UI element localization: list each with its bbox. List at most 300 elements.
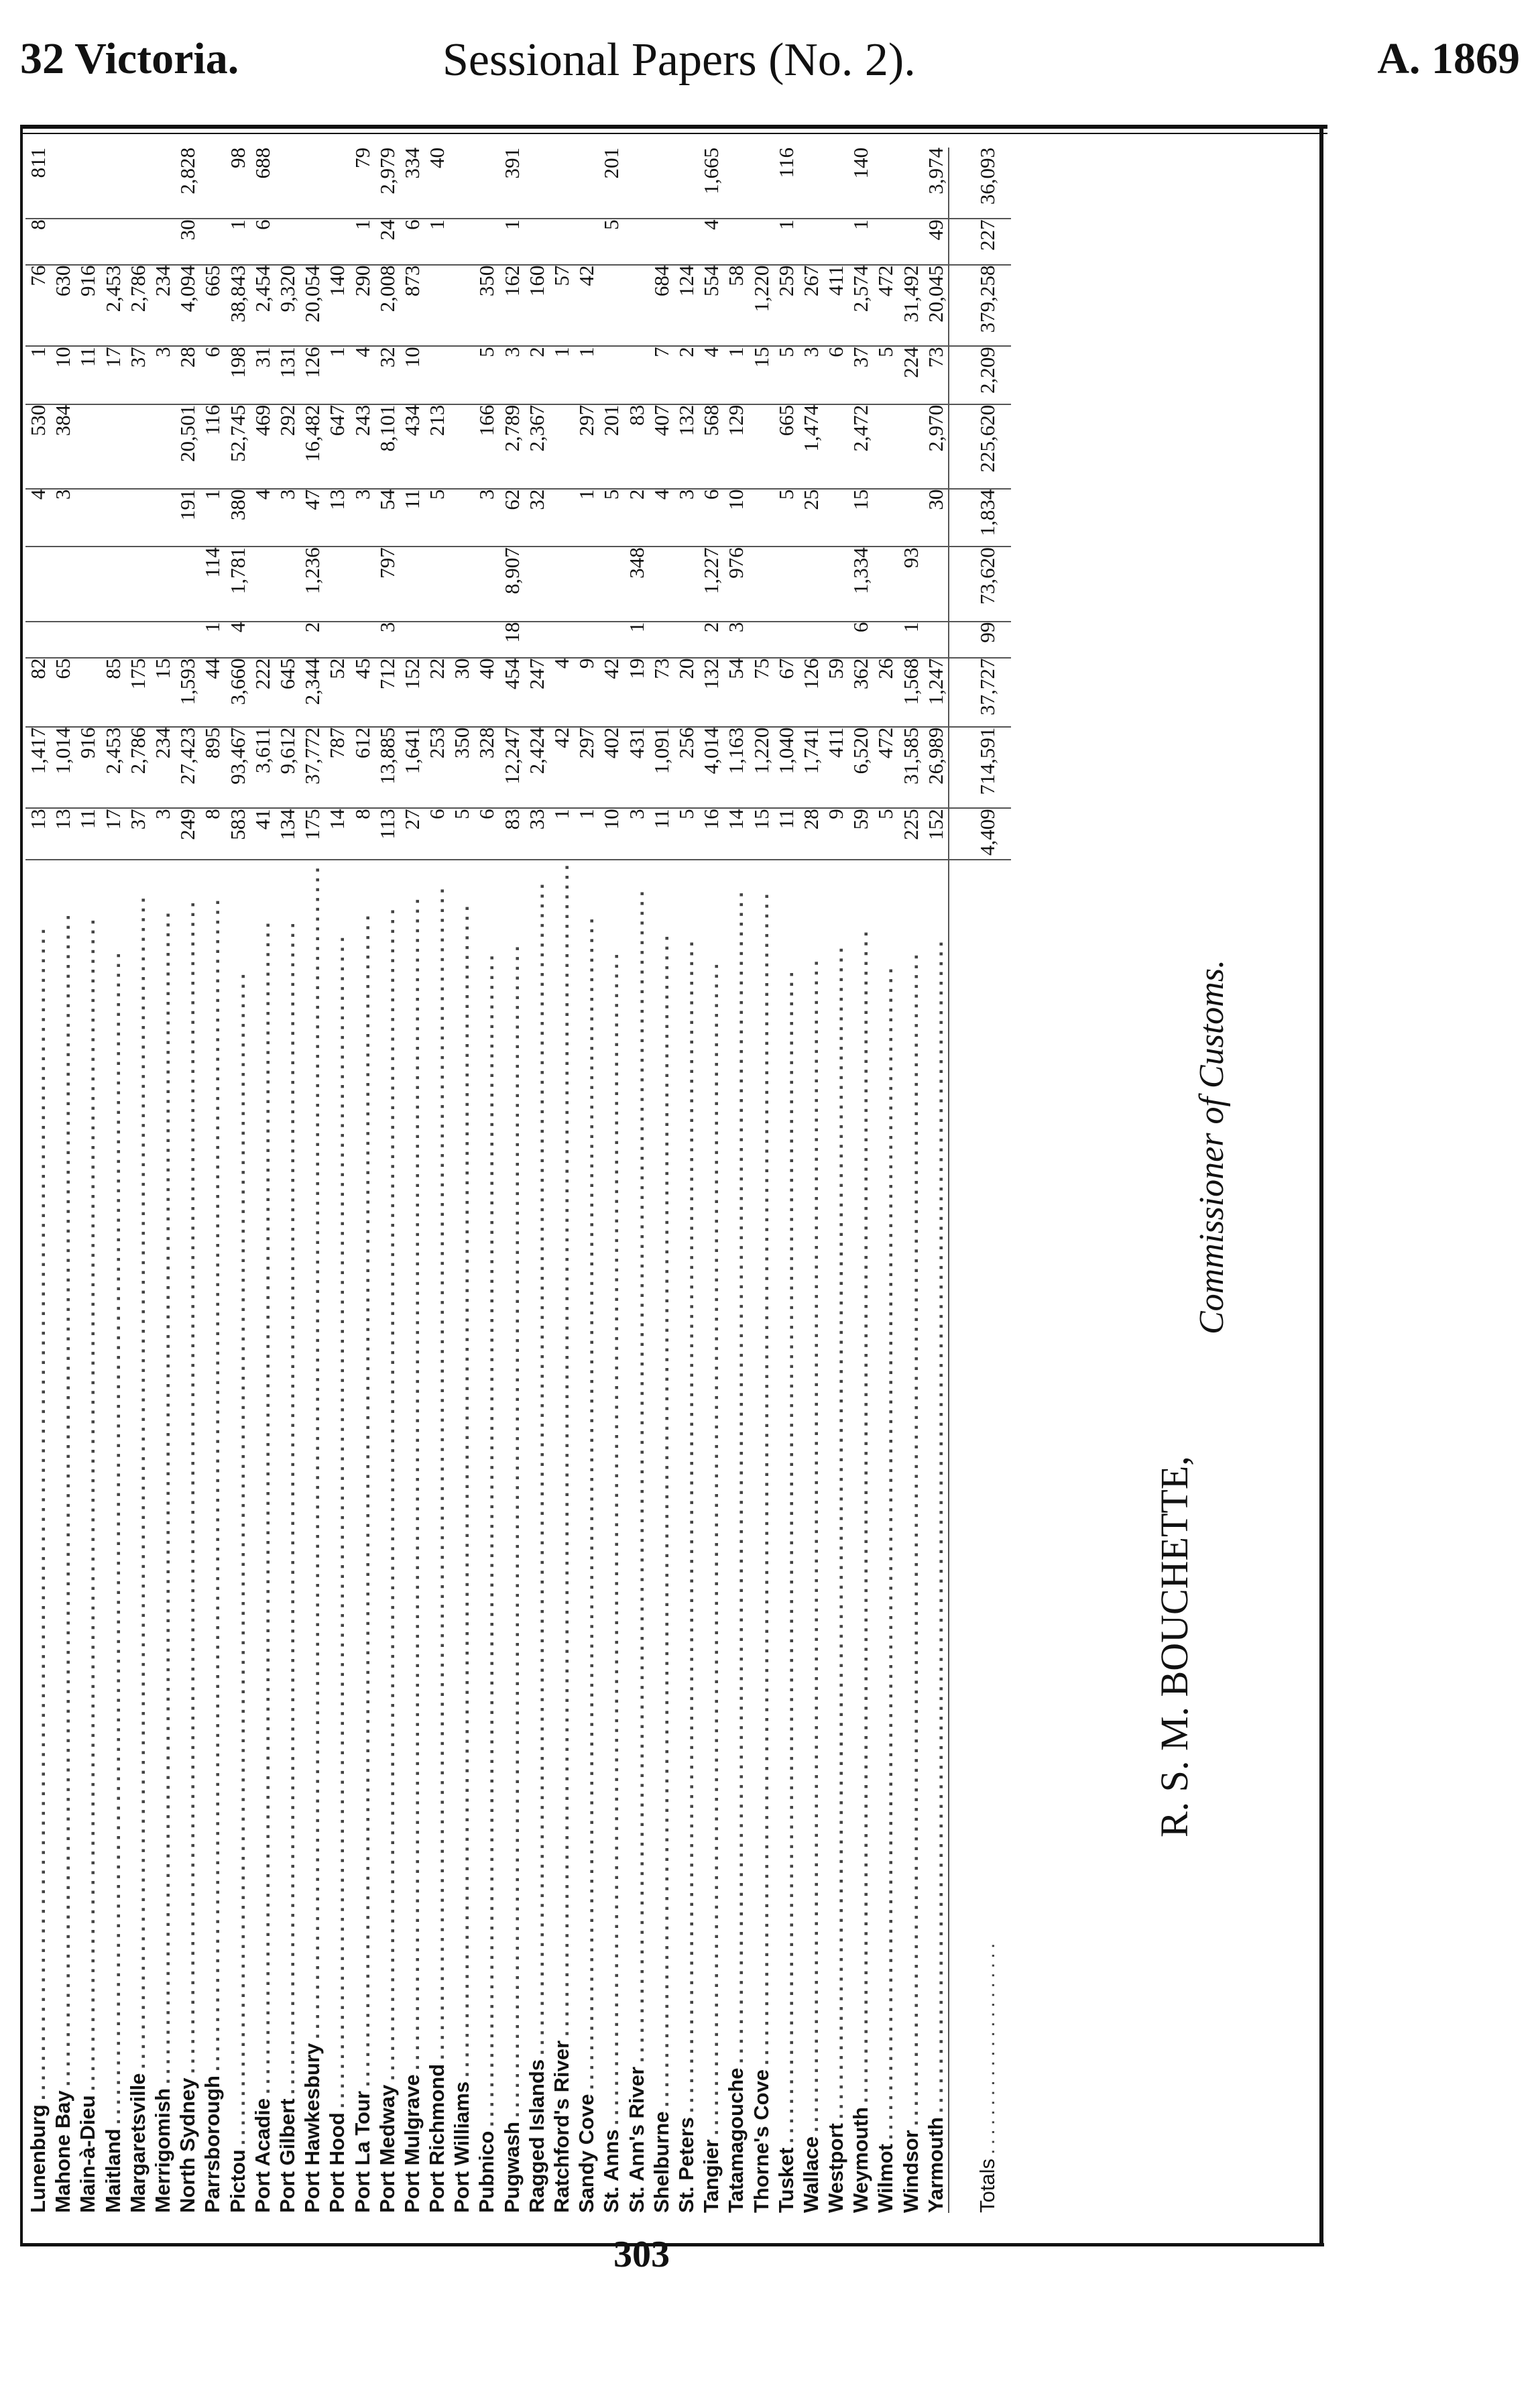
table-row xyxy=(75,148,100,2213)
value-cell-col-11: 140 xyxy=(848,148,873,219)
value-cell-col-2: 328 xyxy=(474,727,499,809)
value-cell-col-3: 73 xyxy=(649,658,674,727)
value-cell-col-2: 1,091 xyxy=(649,727,674,809)
leader-dots: ........................................................................................................................ xyxy=(524,879,548,2055)
value-cell-col-4 xyxy=(75,622,100,658)
port-name: Port Williams xyxy=(450,2077,473,2213)
value-cell-col-3 xyxy=(75,658,100,727)
value-cell-col-8: 28 xyxy=(175,346,200,404)
value-cell-col-6: 15 xyxy=(848,489,873,547)
value-cell-col-9: 873 xyxy=(400,265,424,347)
value-cell-col-2: 4,014 xyxy=(699,727,723,809)
value-cell-col-3: 85 xyxy=(101,658,125,727)
value-cell-col-2: 350 xyxy=(449,727,474,809)
value-cell-col-11 xyxy=(624,148,649,219)
value-cell-col-10: 1 xyxy=(848,219,873,264)
value-cell-col-4: 1 xyxy=(898,622,923,658)
top-rule-thin xyxy=(20,133,1327,134)
value-cell-col-11 xyxy=(649,148,674,219)
value-cell-col-11 xyxy=(723,148,748,219)
value-cell-col-8: 1 xyxy=(324,346,349,404)
value-cell-col-11: 334 xyxy=(400,148,424,219)
value-cell-col-6: 1 xyxy=(200,489,225,547)
value-cell-col-5 xyxy=(549,547,574,621)
value-cell-col-9: 2,574 xyxy=(848,265,873,347)
table-row xyxy=(823,148,848,2213)
table-row xyxy=(324,148,349,2213)
value-cell-col-9: 38,843 xyxy=(225,265,250,347)
value-cell-col-1: 8 xyxy=(349,808,374,860)
port-name-cell xyxy=(225,860,250,2213)
value-cell-col-1: 27 xyxy=(400,808,424,860)
rotated-table-region xyxy=(25,148,1299,2213)
value-cell-col-3: 26 xyxy=(873,658,898,727)
value-cell-col-11: 2,828 xyxy=(175,148,200,219)
value-cell-col-9: 140 xyxy=(324,265,349,347)
port-name: Ragged Islands xyxy=(525,2055,548,2213)
value-cell-col-10: 8 xyxy=(25,219,50,264)
value-cell-col-9: 57 xyxy=(549,265,574,347)
value-cell-col-8: 17 xyxy=(101,346,125,404)
value-cell-col-1: 14 xyxy=(723,808,748,860)
table-row xyxy=(474,148,499,2213)
value-cell-col-8: 1 xyxy=(25,346,50,404)
port-name: Tangier xyxy=(699,2135,723,2213)
value-cell-col-9: 290 xyxy=(349,265,374,347)
value-cell-col-4: 1 xyxy=(624,622,649,658)
value-cell-col-10: 1 xyxy=(499,219,524,264)
value-cell-col-5 xyxy=(101,547,125,621)
header-right xyxy=(1377,34,1520,84)
value-cell-col-9: 42 xyxy=(574,265,599,347)
value-cell-col-7: 568 xyxy=(699,404,723,489)
value-cell-col-2: 895 xyxy=(200,727,225,809)
customs-table xyxy=(25,148,1011,2213)
value-cell-col-4: 99 xyxy=(949,622,1011,658)
value-cell-col-10 xyxy=(798,219,823,264)
value-cell-col-3: 67 xyxy=(774,658,798,727)
value-cell-col-6: 3 xyxy=(674,489,699,547)
leader-dots: ........................................................................................................................ xyxy=(275,918,299,2095)
value-cell-col-8 xyxy=(599,346,624,404)
value-cell-col-2: 1,014 xyxy=(50,727,75,809)
leader-dots: ........................................................................................................................ xyxy=(151,908,175,2084)
value-cell-col-9: 9,320 xyxy=(275,265,300,347)
value-cell-col-7: 292 xyxy=(275,404,300,489)
value-cell-col-3: 82 xyxy=(25,658,50,727)
value-cell-col-1: 28 xyxy=(798,808,823,860)
value-cell-col-2: 431 xyxy=(624,727,649,809)
leader-dots: ........................................................................................................................ xyxy=(749,889,773,2065)
value-cell-col-9: 630 xyxy=(50,265,75,347)
value-cell-col-10 xyxy=(324,219,349,264)
value-cell-col-11 xyxy=(150,148,175,219)
value-cell-col-2: 26,989 xyxy=(923,727,949,809)
port-name-cell xyxy=(101,860,125,2213)
value-cell-col-10 xyxy=(624,219,649,264)
value-cell-col-10 xyxy=(50,219,75,264)
value-cell-col-9: 160 xyxy=(524,265,549,347)
table-row xyxy=(50,148,75,2213)
value-cell-col-2: 916 xyxy=(75,727,100,809)
totals-row xyxy=(949,148,1011,2213)
value-cell-col-9: 554 xyxy=(699,265,723,347)
table-row xyxy=(349,148,374,2213)
value-cell-col-1: 37 xyxy=(125,808,150,860)
value-cell-col-2: 402 xyxy=(599,727,624,809)
port-name: Shelburne xyxy=(650,2107,673,2213)
page-number: 303 xyxy=(613,2234,670,2275)
value-cell-col-9 xyxy=(449,265,474,347)
value-cell-col-11 xyxy=(200,148,225,219)
port-name-cell xyxy=(449,860,474,2213)
value-cell-col-7: 469 xyxy=(250,404,275,489)
value-cell-col-2: 2,786 xyxy=(125,727,150,809)
port-name-cell xyxy=(324,860,349,2213)
port-name: Maitland xyxy=(101,2124,125,2213)
value-cell-col-10: 227 xyxy=(949,219,1011,264)
value-cell-col-1: 33 xyxy=(524,808,549,860)
value-cell-col-6: 1 xyxy=(574,489,599,547)
leader-dots: ........................................................................................................................ xyxy=(649,931,673,2108)
value-cell-col-5 xyxy=(324,547,349,621)
port-name-cell xyxy=(50,860,75,2213)
value-cell-col-6: 32 xyxy=(524,489,549,547)
value-cell-col-6: 6 xyxy=(699,489,723,547)
value-cell-col-8: 4 xyxy=(349,346,374,404)
value-cell-col-8 xyxy=(624,346,649,404)
value-cell-col-11 xyxy=(748,148,773,219)
value-cell-col-8: 3 xyxy=(499,346,524,404)
value-cell-col-7: 2,970 xyxy=(923,404,949,489)
value-cell-col-1: 6 xyxy=(424,808,449,860)
value-cell-col-2: 411 xyxy=(823,727,848,809)
table-row xyxy=(699,148,723,2213)
value-cell-col-3: 454 xyxy=(499,658,524,727)
port-name-cell xyxy=(699,860,723,2213)
value-cell-col-10: 6 xyxy=(400,219,424,264)
value-cell-col-5 xyxy=(599,547,624,621)
value-cell-col-3: 54 xyxy=(723,658,748,727)
value-cell-col-5 xyxy=(75,547,100,621)
table-row xyxy=(574,148,599,2213)
value-cell-col-10 xyxy=(275,219,300,264)
value-cell-col-2: 1,641 xyxy=(400,727,424,809)
value-cell-col-9: 350 xyxy=(474,265,499,347)
table-row xyxy=(25,148,50,2213)
table-row xyxy=(225,148,250,2213)
value-cell-col-1: 1 xyxy=(574,808,599,860)
value-cell-col-1: 5 xyxy=(449,808,474,860)
totals-label xyxy=(949,860,1011,2213)
value-cell-col-1: 175 xyxy=(300,808,324,860)
table-row xyxy=(275,148,300,2213)
value-cell-col-10: 1 xyxy=(225,219,250,264)
value-cell-col-2: 31,585 xyxy=(898,727,923,809)
port-name-cell xyxy=(75,860,100,2213)
value-cell-col-7: 213 xyxy=(424,404,449,489)
value-cell-col-9 xyxy=(624,265,649,347)
leader-dots: ........................................................................................................................ xyxy=(375,905,399,2081)
value-cell-col-7: 225,620 xyxy=(949,404,1011,489)
value-cell-col-6: 4 xyxy=(649,489,674,547)
port-name: Merrigomish xyxy=(151,2084,174,2213)
value-cell-col-7: 83 xyxy=(624,404,649,489)
value-cell-col-3: 52 xyxy=(324,658,349,727)
value-cell-col-5: 73,620 xyxy=(949,547,1011,621)
port-name-cell xyxy=(898,860,923,2213)
value-cell-col-9: 31,492 xyxy=(898,265,923,347)
port-name: Main-à-Dieu xyxy=(76,2091,99,2213)
value-cell-col-4: 1 xyxy=(200,622,225,658)
value-cell-col-5 xyxy=(674,547,699,621)
value-cell-col-1: 16 xyxy=(699,808,723,860)
value-cell-col-8: 2,209 xyxy=(949,346,1011,404)
leader-dots: ........................................................................................................................ xyxy=(898,950,923,2126)
table-row xyxy=(449,148,474,2213)
value-cell-col-8: 5 xyxy=(873,346,898,404)
value-cell-col-4 xyxy=(175,622,200,658)
header-left: 32 Victoria. xyxy=(20,34,239,83)
port-name-cell xyxy=(275,860,300,2213)
value-cell-col-8: 198 xyxy=(225,346,250,404)
value-cell-col-2: 612 xyxy=(349,727,374,809)
leader-dots: ........................................................................................................................ xyxy=(51,910,75,2087)
port-name: Windsor xyxy=(899,2126,923,2213)
value-cell-col-8: 5 xyxy=(474,346,499,404)
table-row xyxy=(400,148,424,2213)
value-cell-col-7: 530 xyxy=(25,404,50,489)
value-cell-col-9: 916 xyxy=(75,265,100,347)
value-cell-col-1: 9 xyxy=(823,808,848,860)
value-cell-col-11 xyxy=(101,148,125,219)
port-name-cell xyxy=(250,860,275,2213)
port-name-cell xyxy=(549,860,574,2213)
value-cell-col-5 xyxy=(524,547,549,621)
value-cell-col-7 xyxy=(748,404,773,489)
value-cell-col-4 xyxy=(798,622,823,658)
port-name-cell xyxy=(798,860,823,2213)
value-cell-col-10 xyxy=(873,219,898,264)
value-cell-col-4 xyxy=(574,622,599,658)
value-cell-col-6 xyxy=(549,489,574,547)
value-cell-col-8: 131 xyxy=(275,346,300,404)
value-cell-col-8: 73 xyxy=(923,346,949,404)
value-cell-col-9: 234 xyxy=(150,265,175,347)
value-cell-col-7 xyxy=(125,404,150,489)
leader-dots: ........................................................................................................................ xyxy=(849,927,873,2104)
value-cell-col-2: 256 xyxy=(674,727,699,809)
value-cell-col-4 xyxy=(101,622,125,658)
value-cell-col-1: 10 xyxy=(599,808,624,860)
value-cell-col-3: 20 xyxy=(674,658,699,727)
value-cell-col-10: 4 xyxy=(699,219,723,264)
value-cell-col-2: 1,040 xyxy=(774,727,798,809)
value-cell-col-5 xyxy=(823,547,848,621)
leader-dots: ........................................................................................................................ xyxy=(425,884,449,2060)
value-cell-col-4 xyxy=(50,622,75,658)
value-cell-col-3: 30 xyxy=(449,658,474,727)
value-cell-col-5 xyxy=(275,547,300,621)
leader-dots: ........................................................................................................................ xyxy=(624,887,648,2063)
value-cell-col-3: 247 xyxy=(524,658,549,727)
value-cell-col-5 xyxy=(125,547,150,621)
port-name: Lunenburg xyxy=(26,2100,50,2213)
value-cell-col-9: 20,054 xyxy=(300,265,324,347)
value-cell-col-11 xyxy=(873,148,898,219)
value-cell-col-7: 2,367 xyxy=(524,404,549,489)
port-name: Mahone Bay xyxy=(51,2086,74,2213)
value-cell-col-4 xyxy=(250,622,275,658)
value-cell-col-1: 4,409 xyxy=(949,808,1011,860)
value-cell-col-4 xyxy=(774,622,798,658)
value-cell-col-11 xyxy=(574,148,599,219)
right-rule xyxy=(1319,127,1323,2246)
value-cell-col-2: 1,220 xyxy=(748,727,773,809)
port-name: Port Mulgrave xyxy=(400,2070,424,2213)
value-cell-col-6 xyxy=(873,489,898,547)
value-cell-col-6: 380 xyxy=(225,489,250,547)
value-cell-col-11: 391 xyxy=(499,148,524,219)
value-cell-col-7 xyxy=(150,404,175,489)
leader-dots: ........................................................................................................................ xyxy=(774,967,798,2144)
port-name: Port Richmond xyxy=(425,2060,449,2213)
table-row xyxy=(150,148,175,2213)
value-cell-col-4 xyxy=(599,622,624,658)
value-cell-col-6 xyxy=(748,489,773,547)
table-row xyxy=(649,148,674,2213)
table-row xyxy=(848,148,873,2213)
table-row xyxy=(175,148,200,2213)
value-cell-col-11 xyxy=(300,148,324,219)
value-cell-col-8: 15 xyxy=(748,346,773,404)
value-cell-col-7 xyxy=(449,404,474,489)
value-cell-col-5 xyxy=(649,547,674,621)
value-cell-col-7 xyxy=(823,404,848,489)
value-cell-col-3: 19 xyxy=(624,658,649,727)
value-cell-col-3: 42 xyxy=(599,658,624,727)
table-row xyxy=(300,148,324,2213)
port-name: Parrsborough xyxy=(200,2071,224,2213)
value-cell-col-5: 1,236 xyxy=(300,547,324,621)
value-cell-col-11: 116 xyxy=(774,148,798,219)
value-cell-col-5 xyxy=(50,547,75,621)
port-name: Tatamagouche xyxy=(724,2064,748,2213)
value-cell-col-9: 76 xyxy=(25,265,50,347)
table-row xyxy=(748,148,773,2213)
port-name: Thorne's Cove xyxy=(750,2065,773,2213)
value-cell-col-10 xyxy=(125,219,150,264)
leader-dots: ........................................................................................................................ xyxy=(724,887,748,2064)
value-cell-col-6 xyxy=(125,489,150,547)
value-cell-col-8: 1 xyxy=(574,346,599,404)
leader-dots: ........................................................................................................................ xyxy=(176,897,200,2074)
table-row xyxy=(898,148,923,2213)
port-name-cell xyxy=(524,860,549,2213)
table-row xyxy=(873,148,898,2213)
value-cell-col-8: 7 xyxy=(649,346,674,404)
value-cell-col-2: 297 xyxy=(574,727,599,809)
value-cell-col-5: 1,334 xyxy=(848,547,873,621)
value-cell-col-5: 93 xyxy=(898,547,923,621)
value-cell-col-8: 224 xyxy=(898,346,923,404)
value-cell-col-10: 49 xyxy=(923,219,949,264)
value-cell-col-7: 201 xyxy=(599,404,624,489)
port-name-cell xyxy=(375,860,400,2213)
value-cell-col-10: 1 xyxy=(424,219,449,264)
value-cell-col-11: 98 xyxy=(225,148,250,219)
leader-dots: ........................................................................................................................ xyxy=(674,937,698,2113)
value-cell-col-1: 5 xyxy=(674,808,699,860)
value-cell-col-3: 152 xyxy=(400,658,424,727)
value-cell-col-1: 3 xyxy=(624,808,649,860)
value-cell-col-3: 65 xyxy=(50,658,75,727)
port-name: Pugwash xyxy=(500,2118,524,2213)
table-row xyxy=(524,148,549,2213)
value-cell-col-6: 30 xyxy=(923,489,949,547)
value-cell-col-10 xyxy=(75,219,100,264)
value-cell-col-10 xyxy=(649,219,674,264)
port-name-cell xyxy=(873,860,898,2213)
value-cell-col-6 xyxy=(75,489,100,547)
value-cell-col-10 xyxy=(474,219,499,264)
value-cell-col-9: 58 xyxy=(723,265,748,347)
totals-label-text: Totals xyxy=(975,2155,999,2213)
value-cell-col-11 xyxy=(275,148,300,219)
value-cell-col-2: 253 xyxy=(424,727,449,809)
value-cell-col-7: 2,472 xyxy=(848,404,873,489)
value-cell-col-9: 2,008 xyxy=(375,265,400,347)
value-cell-col-3: 712 xyxy=(375,658,400,727)
port-name-cell xyxy=(723,860,748,2213)
value-cell-col-1: 59 xyxy=(848,808,873,860)
value-cell-col-11 xyxy=(674,148,699,219)
value-cell-col-8: 4 xyxy=(699,346,723,404)
table-row xyxy=(250,148,275,2213)
value-cell-col-3: 40 xyxy=(474,658,499,727)
value-cell-col-5 xyxy=(774,547,798,621)
value-cell-col-5: 976 xyxy=(723,547,748,621)
table-row xyxy=(624,148,649,2213)
value-cell-col-3: 645 xyxy=(275,658,300,727)
value-cell-col-2: 3,611 xyxy=(250,727,275,809)
port-name: Ratchford's River xyxy=(550,2037,573,2213)
value-cell-col-8: 10 xyxy=(50,346,75,404)
value-cell-col-9: 162 xyxy=(499,265,524,347)
value-cell-col-3: 3,660 xyxy=(225,658,250,727)
value-cell-col-5 xyxy=(449,547,474,621)
leader-dots: ...................... xyxy=(975,1939,1000,2155)
value-cell-col-1: 1 xyxy=(549,808,574,860)
value-cell-col-2: 1,741 xyxy=(798,727,823,809)
value-cell-col-5: 1,781 xyxy=(225,547,250,621)
value-cell-col-4 xyxy=(349,622,374,658)
port-name: Wallace xyxy=(799,2132,823,2213)
value-cell-col-1: 13 xyxy=(50,808,75,860)
value-cell-col-4 xyxy=(873,622,898,658)
leader-dots: ........................................................................................................................ xyxy=(923,937,947,2114)
leader-dots: ........................................................................................................................ xyxy=(250,918,274,2094)
leader-dots: ........................................................................................................................ xyxy=(475,951,499,2127)
port-name-cell xyxy=(25,860,50,2213)
port-name-cell xyxy=(923,860,949,2213)
value-cell-col-10 xyxy=(549,219,574,264)
value-cell-col-4 xyxy=(150,622,175,658)
value-cell-col-3: 175 xyxy=(125,658,150,727)
value-cell-col-10: 5 xyxy=(599,219,624,264)
port-name: Port Hood xyxy=(325,2108,349,2213)
value-cell-col-9: 684 xyxy=(649,265,674,347)
